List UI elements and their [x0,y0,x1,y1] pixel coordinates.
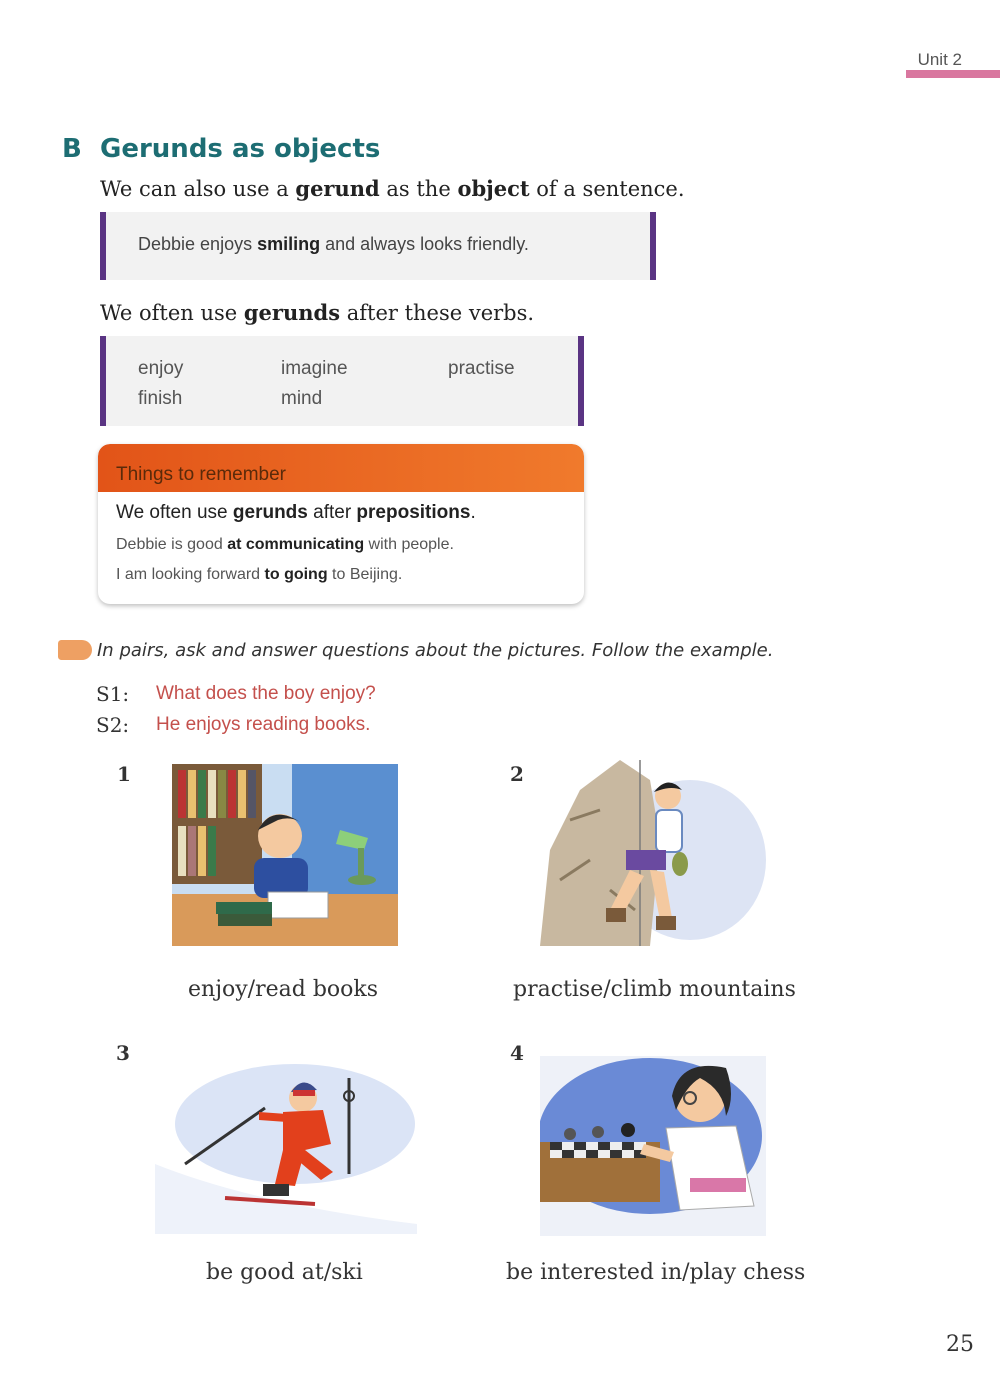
picture-number: 4 [510,1041,524,1065]
unit-bar [906,70,1000,78]
skier-illustration [155,1054,417,1234]
verb-item: practise [448,358,515,379]
unit-label: Unit 2 [917,50,962,69]
intro-sentence: We can also use a gerund as the object of a sentence. [100,176,685,201]
speaker-label: S2: [96,713,130,737]
girl-climbing-illustration [540,760,768,946]
verb-item: enjoy [138,358,184,379]
verb-item: finish [138,388,183,409]
dialogue-line: What does the boy enjoy? [156,683,376,704]
remember-box [98,444,584,604]
verb-item: mind [281,388,323,409]
boy-reading-illustration [172,764,398,946]
picture-caption: practise/climb mountains [513,977,796,1002]
verbs-box-right-bar [578,336,584,426]
remember-title: Things to remember [116,464,287,485]
verbs-box-left-bar [100,336,106,426]
verbs-intro: We often use gerunds after these verbs. [100,300,535,325]
section-title: Gerunds as objects [100,134,381,164]
girl-chess-illustration [540,1056,766,1236]
verbs-box [100,336,584,426]
activity-instruction: In pairs, ask and answer questions about the pictures. Follow the example. [97,640,774,661]
example-box [100,212,656,280]
remember-rule: We often use gerunds after prepositions. [116,502,476,523]
remember-example: I am looking forward to going to Beijing. [116,566,403,583]
remember-example: Debbie is good at communicating with people. [116,536,454,553]
picture-caption: be good at/ski [206,1260,363,1285]
picture-number: 3 [116,1041,130,1065]
example-box-right-bar [650,212,656,280]
picture-number: 1 [117,762,131,786]
section-letter: B [62,134,82,164]
picture-caption: enjoy/read books [188,977,379,1002]
dialogue-line: He enjoys reading books. [156,714,371,735]
picture-number: 2 [510,762,524,786]
speaker-label: S1: [96,682,130,706]
example-box-left-bar [100,212,106,280]
picture-caption: be interested in/play chess [506,1260,806,1285]
activity-marker-icon [58,640,92,660]
example-sentence: Debbie enjoys smiling and always looks friendly. [138,234,529,254]
page-number: 25 [946,1332,974,1357]
verb-item: imagine [281,358,348,379]
